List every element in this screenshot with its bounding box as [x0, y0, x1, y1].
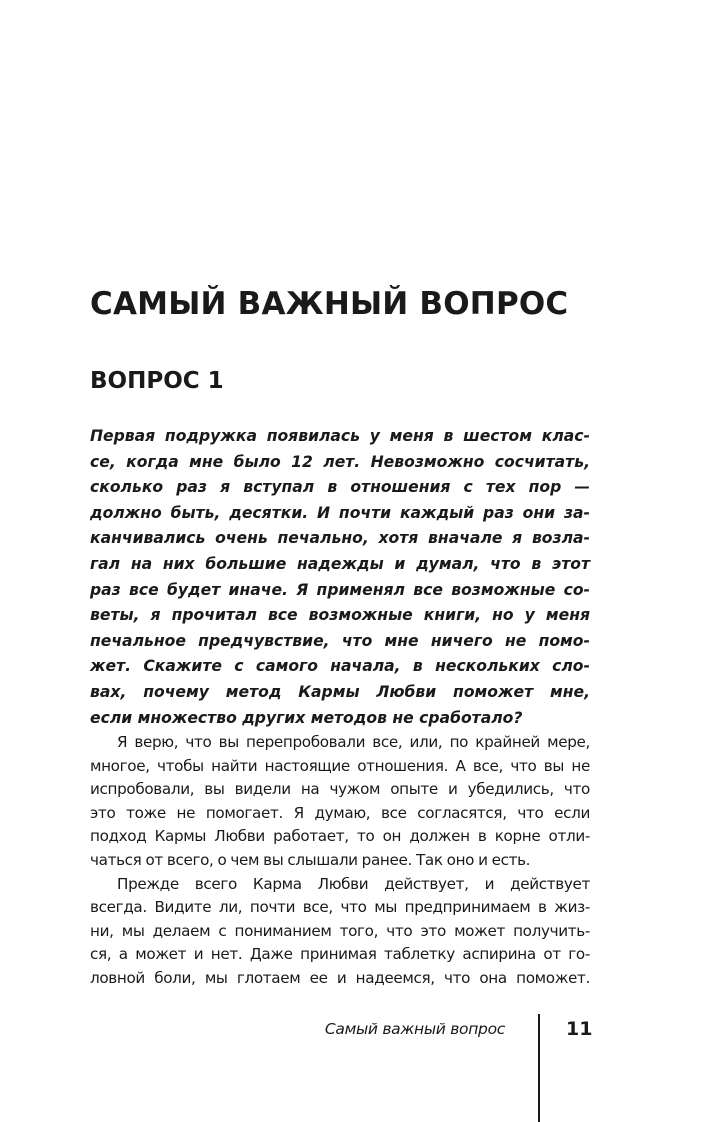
answer-line: всегда. Видите ли, почти все, что мы предпринимаем в жиз-	[90, 898, 590, 917]
answer-text	[90, 731, 590, 991]
question-line: печальное предчувствие, что мне ничего не помо-	[90, 631, 590, 650]
page-number: 11	[566, 1018, 593, 1040]
footer-divider	[538, 1014, 540, 1122]
question-line: гал на них большие надежды и думал, что в этот	[90, 554, 590, 573]
question-line: должно быть, десятки. И почти каждый раз они за-	[90, 503, 590, 522]
answer-line: подход Кармы Любви работает, то он должен в корне отли-	[90, 827, 590, 846]
question-heading: ВОПРОС 1	[90, 368, 224, 394]
question-text	[90, 424, 590, 731]
answer-line: многое, чтобы найти настоящие отношения. А все, что вы не	[90, 756, 590, 775]
question-line: се, когда мне было 12 лет. Невозможно сосчитать,	[90, 452, 590, 471]
question-line: Первая подружка появилась у меня в шестом клас-	[90, 427, 590, 445]
question-line: сколько раз я вступал в отношения с тех пор —	[90, 478, 590, 497]
answer-line: Я верю, что вы перепробовали все, или, по крайней мере,	[117, 733, 590, 751]
question-line: жет. Скажите с самого начала, в нескольких сло-	[90, 657, 590, 676]
answer-line: ся, а может и нет. Даже принимая таблетку аспирина от го-	[90, 945, 590, 964]
question-line: раз все будет иначе. Я применял все возможные со-	[90, 580, 590, 599]
question-line: вах, почему метод Кармы Любви поможет мне,	[90, 682, 590, 701]
chapter-title: САМЫЙ ВАЖНЫЙ ВОПРОС	[90, 286, 569, 322]
answer-line: испробовали, вы видели на чужом опыте и убедились, что	[90, 780, 590, 799]
answer-line: ловной боли, мы глотаем ее и надеемся, что она поможет.	[90, 968, 590, 987]
answer-line: чаться от всего, о чем вы слышали ранее. Так оно и есть.	[90, 850, 531, 869]
running-title: Самый важный вопрос	[324, 1020, 505, 1038]
answer-line: это тоже не помогает. Я думаю, все согласятся, что если	[90, 803, 590, 822]
question-line: веты, я прочитал все возможные книги, но у меня	[90, 606, 590, 625]
answer-line: ни, мы делаем с пониманием того, что это может получить-	[90, 921, 590, 940]
question-line: канчивались очень печально, хотя вначале я возла-	[90, 529, 590, 548]
question-line: если множество других методов не сработало?	[90, 708, 523, 727]
answer-line: Прежде всего Карма Любви действует, и действует	[117, 874, 590, 893]
